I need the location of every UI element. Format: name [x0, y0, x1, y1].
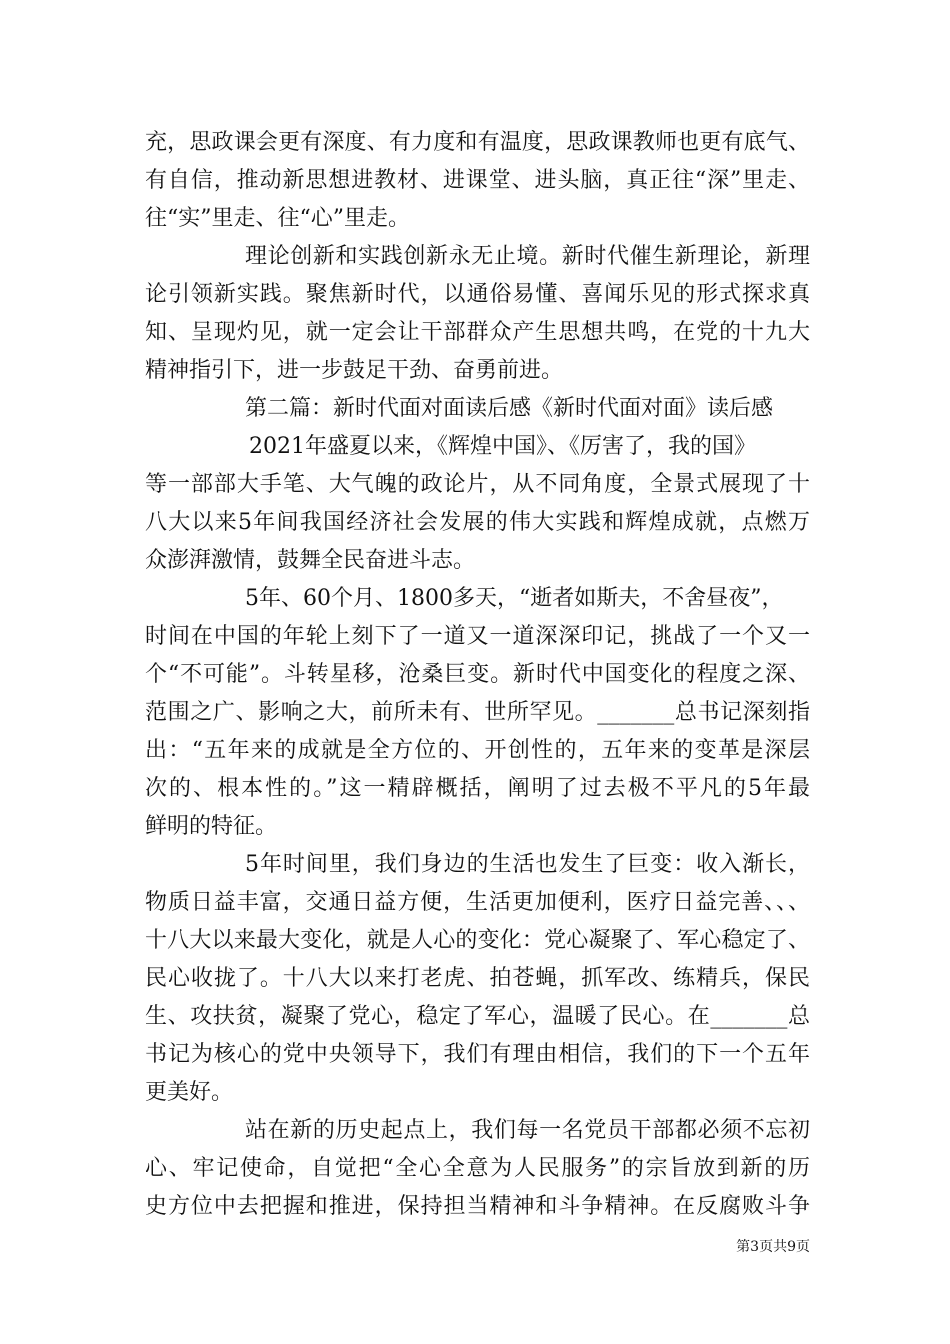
text-line: 精神指引下，进一步鼓足干劲、奋勇前进。	[145, 358, 564, 383]
text-line: 范围之广、影响之大，前所未有、世所罕见。_______总书记深刻指	[145, 700, 810, 725]
text-line: 次的、根本性的。”这一精辟概括，阐明了过去极不平凡的5年最	[145, 776, 810, 801]
text-line: 有自信，推动新思想进教材、进课堂、进头脑，真正往“深”里走、	[145, 168, 810, 193]
text-line: 往“实”里走、往“心”里走。	[145, 206, 410, 231]
text-line: 十八大以来最大变化，就是人心的变化：党心凝聚了、军心稳定了、	[145, 928, 810, 953]
text-line: 心、牢记使命，自觉把“全心全意为人民服务”的宗旨放到新的历	[145, 1156, 810, 1181]
text-line: 充，思政课会更有深度、有力度和有温度，思政课教师也更有底气、	[145, 130, 810, 155]
text-line: 个“不可能”。斗转星移，沧桑巨变。新时代中国变化的程度之深、	[145, 662, 810, 687]
text-line: 等一部部大手笔、大气魄的政论片，从不同角度，全景式展现了十	[145, 472, 810, 497]
page-number: 第3页共9页	[736, 1239, 810, 1255]
text-line: 更美好。	[145, 1080, 234, 1105]
text-line: 八大以来5年间我国经济社会发展的伟大实践和辉煌成就，点燃万	[145, 510, 810, 535]
text-line: 史方位中去把握和推进，保持担当精神和斗争精神。在反腐败斗争	[145, 1194, 810, 1219]
text-line: 鲜明的特征。	[145, 814, 278, 839]
text-line: 知、呈现灼见，就一定会让干部群众产生思想共鸣，在党的十九大	[145, 320, 810, 345]
paragraph-first-line: 5年时间里，我们身边的生活也发生了巨变：收入渐长，	[245, 852, 810, 877]
paragraph-first-line: 5年、60个月、1800多天，“逝者如斯夫，不舍昼夜”，	[245, 586, 784, 611]
paragraph-first-line: 理论创新和实践创新永无止境。新时代催生新理论，新理	[245, 244, 810, 269]
text-line: 论引领新实践。聚焦新时代，以通俗易懂、喜闻乐见的形式探求真	[145, 282, 810, 307]
text-line: 众澎湃激情，鼓舞全民奋进斗志。	[145, 548, 476, 573]
text-line: 物质日益丰富，交通日益方便，生活更加便利，医疗日益完善、、、	[145, 890, 810, 915]
text-line: 生、攻扶贫，凝聚了党心，稳定了军心，温暖了民心。在_______总	[145, 1004, 810, 1029]
text-line: 书记为核心的党中央领导下，我们有理由相信，我们的下一个五年	[145, 1042, 810, 1067]
text-line: 时间在中国的年轮上刻下了一道又一道深深印记，挑战了一个又一	[145, 624, 810, 649]
paragraph-first-line: 站在新的历史起点上，我们每一名党员干部都必须不忘初	[245, 1118, 810, 1143]
section-heading: 第二篇：新时代面对面读后感《新时代面对面》读后感	[245, 396, 774, 421]
text-line: 民心收拢了。十八大以来打老虎、拍苍蝇，抓军改、练精兵，保民	[145, 966, 810, 991]
paragraph-first-line: 2021年盛夏以来，《辉煌中国》、《厉害了，我的国》	[249, 434, 756, 459]
body-text	[145, 124, 810, 1226]
text-line: 出：“五年来的成就是全方位的、开创性的，五年来的变革是深层	[145, 738, 810, 763]
